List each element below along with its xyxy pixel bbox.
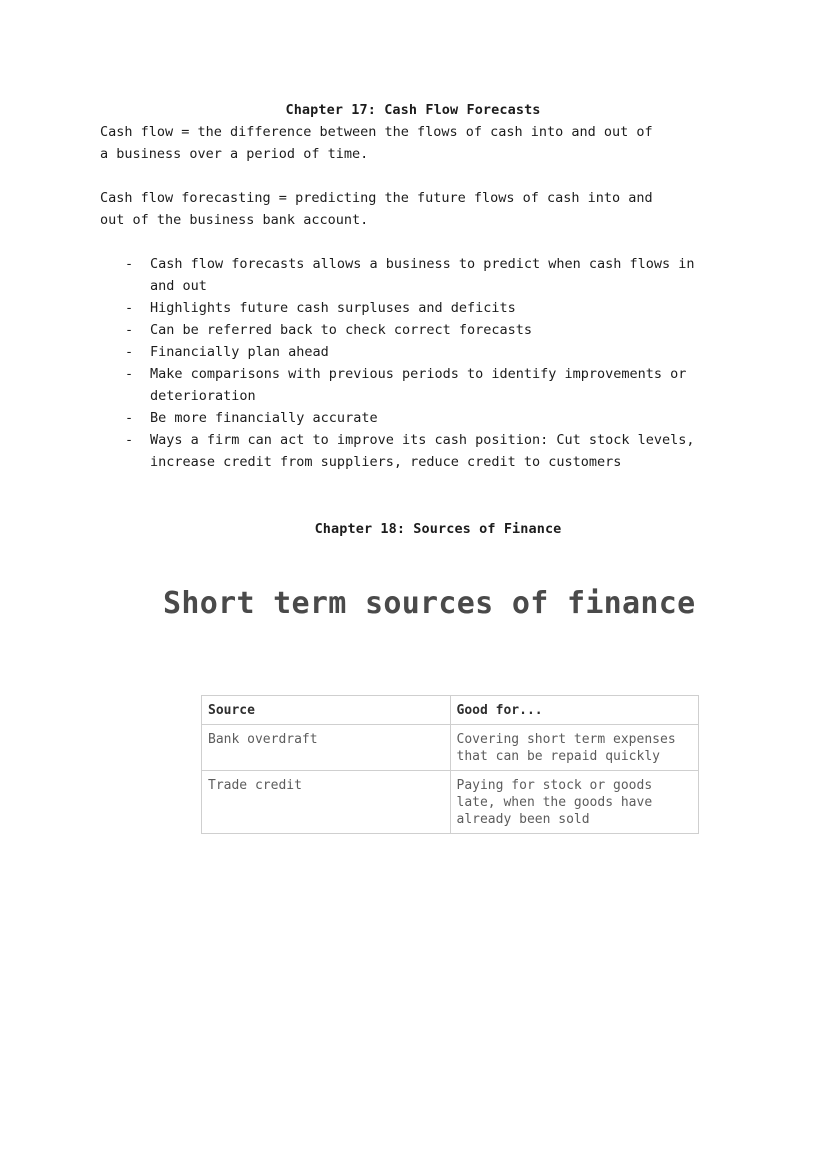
- table-header-row: [202, 696, 699, 725]
- column-header-source: Source: [202, 696, 451, 725]
- bullet-dash: -: [125, 344, 134, 360]
- list-item: [124, 363, 724, 407]
- finance-sources-table: [201, 695, 699, 834]
- bullet-dash: -: [125, 432, 134, 448]
- list-item: [124, 297, 724, 319]
- source-cell: Bank overdraft: [202, 725, 451, 771]
- source-cell: Trade credit: [202, 771, 451, 834]
- list-item-text: Financially plan ahead: [150, 344, 329, 360]
- list-item-text: Be more financially accurate: [150, 410, 378, 426]
- cash-flow-forecasting-definition: Cash flow forecasting = predicting the future flows of cash into and out of the business bank account.: [100, 190, 653, 228]
- list-item-text: Highlights future cash surpluses and deficits: [150, 300, 516, 316]
- list-item: [124, 341, 724, 363]
- column-header-good-for: Good for...: [450, 696, 699, 725]
- good-for-cell: Covering short term expenses that can be repaid quickly: [450, 725, 699, 771]
- list-item-text: Cash flow forecasts allows a business to predict when cash flows in and out: [150, 256, 695, 294]
- benefits-list: [124, 253, 724, 473]
- list-item: [124, 319, 724, 341]
- chapter-17-title: Chapter 17: Cash Flow Forecasts: [285, 102, 541, 118]
- cash-flow-definition: Cash flow = the difference between the flows of cash into and out of a business over a period of time.: [100, 124, 653, 162]
- list-item: [124, 407, 724, 429]
- bullet-dash: -: [125, 256, 134, 272]
- bullet-dash: -: [125, 410, 134, 426]
- list-item: [124, 253, 724, 297]
- short-term-finance-heading: Short term sources of finance: [163, 586, 696, 621]
- bullet-dash: -: [125, 322, 134, 338]
- list-item-text: Ways a firm can act to improve its cash position: Cut stock levels, increase credit from suppliers, reduce credit to customers: [150, 432, 695, 470]
- table-row: [202, 725, 699, 771]
- bullet-dash: -: [125, 300, 134, 316]
- table-row: [202, 771, 699, 834]
- bullet-dash: -: [125, 366, 134, 382]
- chapter-18-title: Chapter 18: Sources of Finance: [314, 521, 562, 537]
- list-item-text: Can be referred back to check correct forecasts: [150, 322, 533, 338]
- list-item: [124, 429, 724, 473]
- good-for-cell: Paying for stock or goods late, when the goods have already been sold: [450, 771, 699, 834]
- list-item-text: Make comparisons with previous periods to identify improvements or deterioration: [150, 366, 687, 404]
